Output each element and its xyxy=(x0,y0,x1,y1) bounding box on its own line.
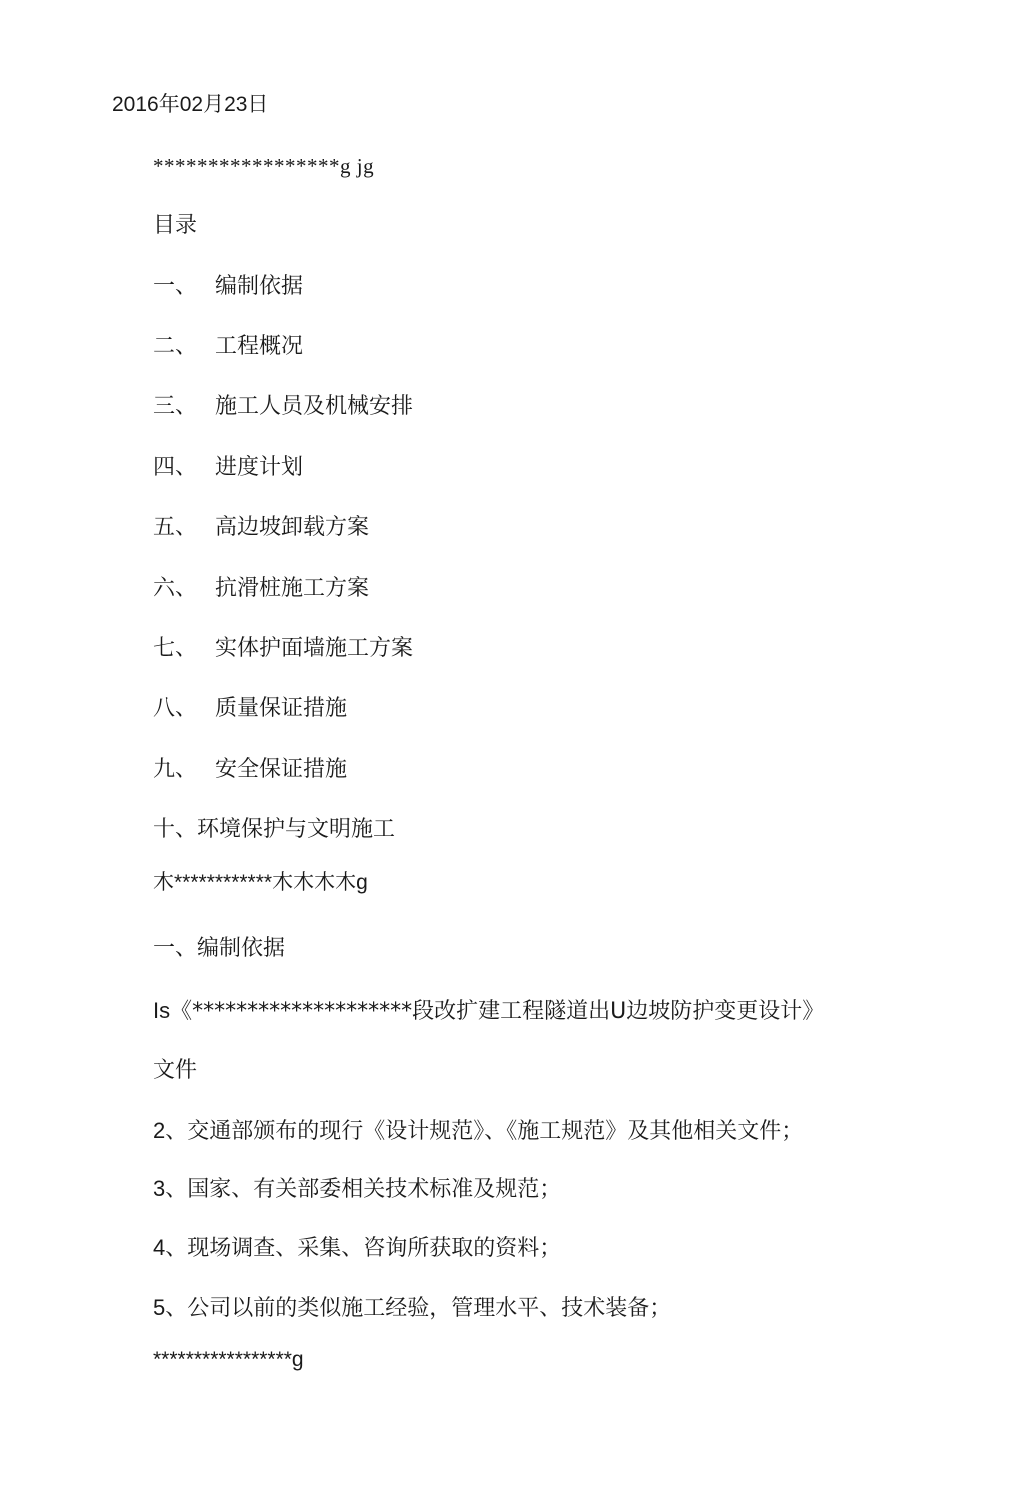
toc-item xyxy=(153,634,413,664)
toc-item-text: 编制依据 xyxy=(215,274,304,299)
toc-item-number: 六、 xyxy=(153,576,198,601)
toc-item-text: 工程概况 xyxy=(215,334,304,359)
toc-item-text: 高边坡卸载方案 xyxy=(215,515,370,540)
basis-item xyxy=(153,1174,561,1205)
footer-stars: *****************g xyxy=(153,1348,304,1371)
basis-item xyxy=(153,996,824,1027)
toc-item-text: 质量保证措施 xyxy=(215,696,348,721)
basis-item-text: 、公司以前的类似施工经验，管理水平、技术装备； xyxy=(165,1296,672,1321)
toc-item xyxy=(153,513,369,543)
toc-item xyxy=(153,755,347,785)
separator-stars: 木************木木木木g xyxy=(153,871,368,894)
basis-item-text: 《********************段改扩建工程隧道出U边坡防护变更设计》 xyxy=(170,999,825,1024)
toc-item-number: 五、 xyxy=(153,515,198,540)
basis-item-text: 、国家、有关部委相关技术标准及规范； xyxy=(165,1177,562,1202)
toc-item-number: 四、 xyxy=(153,455,198,480)
basis-item-text: 、交通部颁布的现行《设计规范》、《施工规范》及其他相关文件； xyxy=(165,1119,804,1144)
toc-item-text: 安全保证措施 xyxy=(215,757,348,782)
toc-item xyxy=(153,453,303,483)
toc-item xyxy=(153,574,369,604)
toc-item-text: 实体护面墙施工方案 xyxy=(215,636,414,661)
basis-item xyxy=(153,1055,197,1086)
toc-item-number: 七、 xyxy=(153,636,198,661)
toc-item xyxy=(153,392,413,422)
toc-item-text: 进度计划 xyxy=(215,455,304,480)
basis-item-number: 2 xyxy=(153,1118,166,1143)
toc-title: 目录 xyxy=(153,213,198,238)
toc-item xyxy=(153,272,303,302)
basis-item-number: 3 xyxy=(153,1176,166,1201)
toc-item-text: 施工人员及机械安排 xyxy=(215,394,414,419)
basis-item-text: 文件 xyxy=(153,1058,198,1083)
toc-item-number: 三、 xyxy=(153,394,198,419)
header-stars: *****************g jg xyxy=(153,154,375,178)
toc-item xyxy=(153,332,303,362)
basis-item xyxy=(153,1233,561,1264)
toc-item-number: 九、 xyxy=(153,757,198,782)
basis-item-number: 4 xyxy=(153,1235,166,1260)
basis-item-number: Is xyxy=(153,998,171,1023)
document-date: 2016年02月23日 xyxy=(112,93,269,116)
basis-item xyxy=(153,1116,803,1147)
toc-item-number: 一、 xyxy=(153,274,198,299)
basis-item xyxy=(153,1293,671,1324)
toc-item-last: 十、环境保护与文明施工 xyxy=(153,817,396,842)
basis-item-text: 、现场调查、采集、咨询所获取的资料； xyxy=(165,1236,562,1261)
basis-item-number: 5 xyxy=(153,1295,166,1320)
toc-item-number: 二、 xyxy=(153,334,198,359)
section-heading: 一、编制依据 xyxy=(153,936,286,961)
toc-item-number: 八、 xyxy=(153,696,198,721)
toc-item xyxy=(153,694,347,724)
toc-item-text: 抗滑桩施工方案 xyxy=(215,576,370,601)
